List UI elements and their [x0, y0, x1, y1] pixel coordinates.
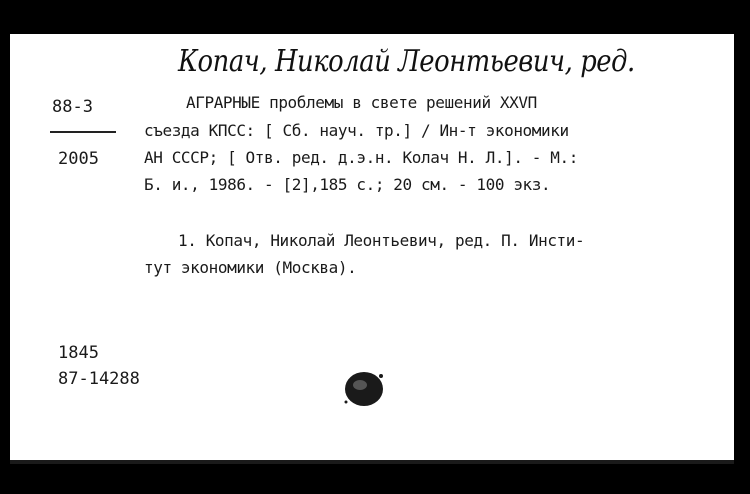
handwritten-heading: Копач, Николай Леонтьевич, ред. [178, 44, 635, 79]
tracing-line-2: тут экономики (Москва). [144, 258, 357, 277]
accession-number-1: 1845 [58, 343, 99, 363]
tracing-line-1: 1. Копач, Николай Леонтьевич, ред. П. Инсти- [178, 231, 585, 250]
description-line-2: съезда КПСС: [ Сб. науч. тр.] / Ин-т экономики [144, 121, 569, 140]
shelfmark-bottom: 2005 [58, 149, 99, 169]
shelfmark-top: 88-3 [52, 97, 93, 117]
punch-hole-stain [341, 368, 387, 410]
description-line-1: АГРАРНЫЕ проблемы в свете решений XXVП [186, 93, 537, 112]
accession-number-2: 87-14288 [58, 369, 140, 389]
description-line-3: АН СССР; [ Отв. ред. д.э.н. Колач Н. Л.]. - М.: [144, 148, 578, 167]
catalog-card [10, 34, 734, 464]
description-line-4: Б. и., 1986. - [2],185 с.; 20 см. - 100 экз. [144, 175, 551, 194]
card-bottom-edge [10, 460, 734, 464]
shelfmark-divider [50, 131, 116, 133]
